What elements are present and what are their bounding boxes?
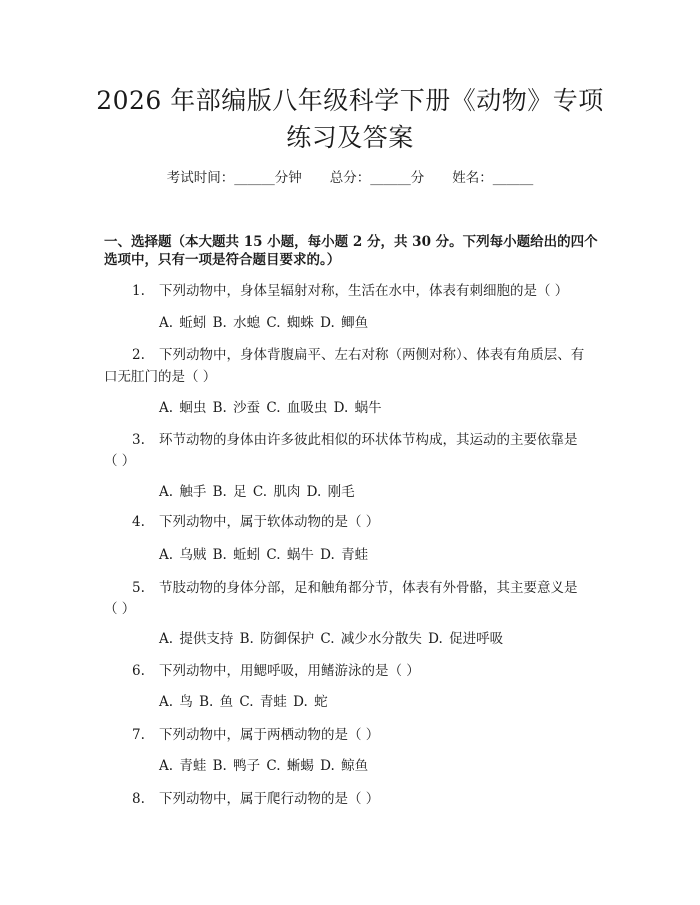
total-score-field: 总分：______分 — [329, 170, 425, 186]
question-options: A. 青蛙 B. 鸭子 C. 蜥蜴 D. 鲸鱼 — [159, 758, 369, 774]
question-number: 4. — [132, 514, 145, 530]
question-text: 下列动物中，属于软体动物的是（ ） — [159, 514, 380, 530]
question-text: 下列动物中，身体呈辐射对称，生活在水中，体表有刺细胞的是（ ） — [159, 283, 569, 299]
question-text: 下列动物中，属于两栖动物的是（ ） — [159, 727, 380, 743]
section-heading-line1: 一、选择题（本大题共 15 小题，每小题 2 分，共 30 分。下列每小题给出的四个 — [104, 234, 598, 250]
question-number: 1. — [132, 283, 145, 299]
question-text: 下列动物中，身体背腹扁平、左右对称（两侧对称）、体表有角质层、有 — [159, 347, 585, 363]
question-text: 环节动物的身体由许多彼此相似的环状体节构成，其运动的主要依靠是 — [159, 432, 578, 448]
question-number: 7. — [132, 727, 145, 743]
exam-meta — [0, 168, 700, 188]
question-options: A. 蚯蚓 B. 水螅 C. 蜘蛛 D. 鲫鱼 — [159, 315, 369, 331]
question-text-continued: （ ） — [104, 601, 136, 617]
question-text-continued: 口无肛门的是（ ） — [104, 369, 217, 385]
question-options: A. 蛔虫 B. 沙蚕 C. 血吸虫 D. 蜗牛 — [159, 400, 382, 416]
document-title-line2: 练习及答案 — [286, 123, 414, 152]
question-options: A. 提供支持 B. 防御保护 C. 减少水分散失 D. 促进呼吸 — [159, 631, 504, 647]
question-options: A. 乌贼 B. 蚯蚓 C. 蜗牛 D. 青蛙 — [159, 547, 369, 563]
question-number: 5. — [132, 580, 145, 596]
document-title-line1: 2026 年部编版八年级科学下册《动物》专项 — [96, 86, 604, 115]
exam-time-field: 考试时间：______分钟 — [166, 170, 302, 186]
question-text: 下列动物中，属于爬行动物的是（ ） — [159, 791, 380, 807]
question-number: 3. — [132, 432, 145, 448]
question-number: 6. — [132, 663, 145, 679]
question-text: 节肢动物的身体分部，足和触角都分节，体表有外骨骼，其主要意义是 — [159, 580, 578, 596]
question-number: 8. — [132, 791, 145, 807]
question-options: A. 鸟 B. 鱼 C. 青蛙 D. 蛇 — [159, 694, 328, 710]
question-text-continued: （ ） — [104, 453, 136, 469]
question-text: 下列动物中，用鳃呼吸，用鳍游泳的是（ ） — [159, 663, 420, 679]
question-number: 2. — [132, 347, 145, 363]
question-options: A. 触手 B. 足 C. 肌肉 D. 刚毛 — [159, 484, 355, 500]
section-heading-line2: 选项中，只有一项是符合题目要求的。） — [104, 252, 341, 268]
student-name-field: 姓名：______ — [452, 170, 534, 186]
